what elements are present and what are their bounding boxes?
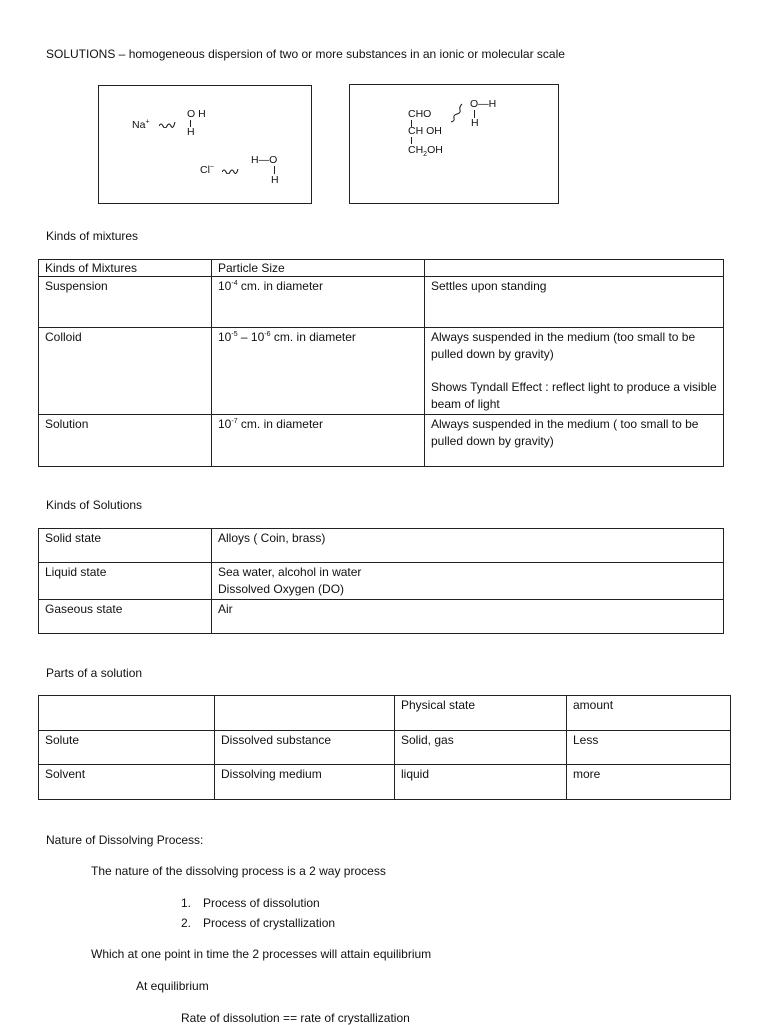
table-row bbox=[39, 277, 724, 328]
header-cell bbox=[425, 260, 724, 277]
at-equilibrium-label: At equilibrium bbox=[136, 979, 209, 993]
size-cell: $10^{-5} - 10^{-6}$ cm. in diameter bbox=[212, 328, 425, 415]
mixtures-heading: Kinds of mixtures bbox=[46, 229, 139, 243]
header-cell: amount bbox=[567, 696, 731, 731]
kind-cell: Colloid bbox=[39, 328, 212, 415]
list-item: Process of crystallization bbox=[203, 916, 336, 930]
state-cell: Liquid state bbox=[39, 563, 212, 600]
choh-label: CH OH bbox=[408, 125, 442, 137]
parts-table bbox=[38, 695, 731, 800]
bond-line bbox=[411, 137, 412, 144]
list-item-number: 2. bbox=[181, 916, 192, 930]
amount-cell: Less bbox=[567, 731, 731, 765]
water-h-label: H bbox=[471, 117, 479, 129]
chloride-ion: Cl− bbox=[200, 163, 215, 176]
size-cell: $10^{-7}$ cm. in diameter bbox=[212, 415, 425, 467]
part-cell: Solvent bbox=[39, 765, 215, 800]
wavy-bond-icon bbox=[449, 102, 463, 124]
table-row bbox=[39, 328, 724, 415]
description-text: Shows Tyndall Effect : reflect light to produce a visible beam of light bbox=[431, 380, 717, 411]
ch2oh-label: $CH_2OH$ bbox=[408, 144, 443, 159]
equilibrium-note: Which at one point in time the 2 processes will attain equilibrium bbox=[91, 947, 432, 961]
water-oh-label: O—H bbox=[470, 98, 497, 110]
state-cell: Gaseous state bbox=[39, 600, 212, 634]
size-cell: $10^{-4}$ cm. in diameter bbox=[212, 277, 425, 328]
bond-line bbox=[274, 166, 275, 174]
mixtures-table bbox=[38, 259, 724, 467]
kind-cell: Solution bbox=[39, 415, 212, 467]
parts-heading: Parts of a solution bbox=[46, 666, 143, 680]
solutions-heading: Kinds of Solutions bbox=[46, 498, 143, 512]
description-cell: Always suspended in the medium ( too small to be pulled down by gravity) bbox=[425, 415, 724, 467]
ionic-hydration-diagram bbox=[98, 85, 312, 204]
state-cell: Solid, gas bbox=[395, 731, 567, 765]
table-row bbox=[39, 415, 724, 467]
part-cell: Solute bbox=[39, 731, 215, 765]
solutions-table bbox=[38, 528, 724, 634]
table-row bbox=[39, 563, 724, 600]
description-cell: Dissolved substance bbox=[215, 731, 395, 765]
wavy-bond-icon bbox=[159, 120, 177, 128]
header-cell: Kinds of Mixtures bbox=[39, 260, 212, 277]
examples-cell bbox=[212, 563, 724, 600]
state-cell: liquid bbox=[395, 765, 567, 800]
description-text: Always suspended in the medium (too small to be pulled down by gravity) bbox=[431, 330, 696, 361]
examples-cell: Alloys ( Coin, brass) bbox=[212, 529, 724, 563]
description-cell: Dissolving medium bbox=[215, 765, 395, 800]
example-text: Sea water, alcohol in water bbox=[218, 565, 362, 579]
list-item-number: 1. bbox=[181, 896, 192, 910]
header-cell: Particle Size bbox=[212, 260, 425, 277]
table-row bbox=[39, 731, 731, 765]
wavy-bond-icon bbox=[222, 166, 242, 174]
rate-equation: Rate of dissolution == rate of crystallization bbox=[181, 1011, 410, 1025]
glycerol-hydration-diagram bbox=[349, 84, 559, 204]
water-ho-label: H—O bbox=[251, 154, 278, 166]
list-item: Process of dissolution bbox=[203, 896, 320, 910]
header-cell: Physical state bbox=[395, 696, 567, 731]
table-row bbox=[39, 765, 731, 800]
description-cell: Settles upon standing bbox=[425, 277, 724, 328]
amount-cell: more bbox=[567, 765, 731, 800]
cho-label: CHO bbox=[408, 108, 432, 120]
examples-cell: Air bbox=[212, 600, 724, 634]
table-header-row bbox=[39, 696, 731, 731]
nature-intro: The nature of the dissolving process is a 2 way process bbox=[91, 864, 386, 878]
description-cell bbox=[425, 328, 724, 415]
page-title: SOLUTIONS – homogeneous dispersion of two or more substances in an ionic or molecular scale bbox=[46, 47, 565, 61]
header-cell bbox=[39, 696, 215, 731]
header-cell bbox=[215, 696, 395, 731]
water-h-label: H bbox=[187, 126, 195, 138]
table-row bbox=[39, 529, 724, 563]
kind-cell: Suspension bbox=[39, 277, 212, 328]
table-header-row bbox=[39, 260, 724, 277]
nature-heading: Nature of Dissolving Process: bbox=[46, 833, 204, 847]
water-h-label-2: H bbox=[271, 174, 279, 186]
table-row bbox=[39, 600, 724, 634]
example-text: Dissolved Oxygen (DO) bbox=[218, 582, 345, 596]
water-oh-label: O H bbox=[187, 108, 206, 120]
sodium-ion: Na+ bbox=[132, 118, 150, 131]
state-cell: Solid state bbox=[39, 529, 212, 563]
